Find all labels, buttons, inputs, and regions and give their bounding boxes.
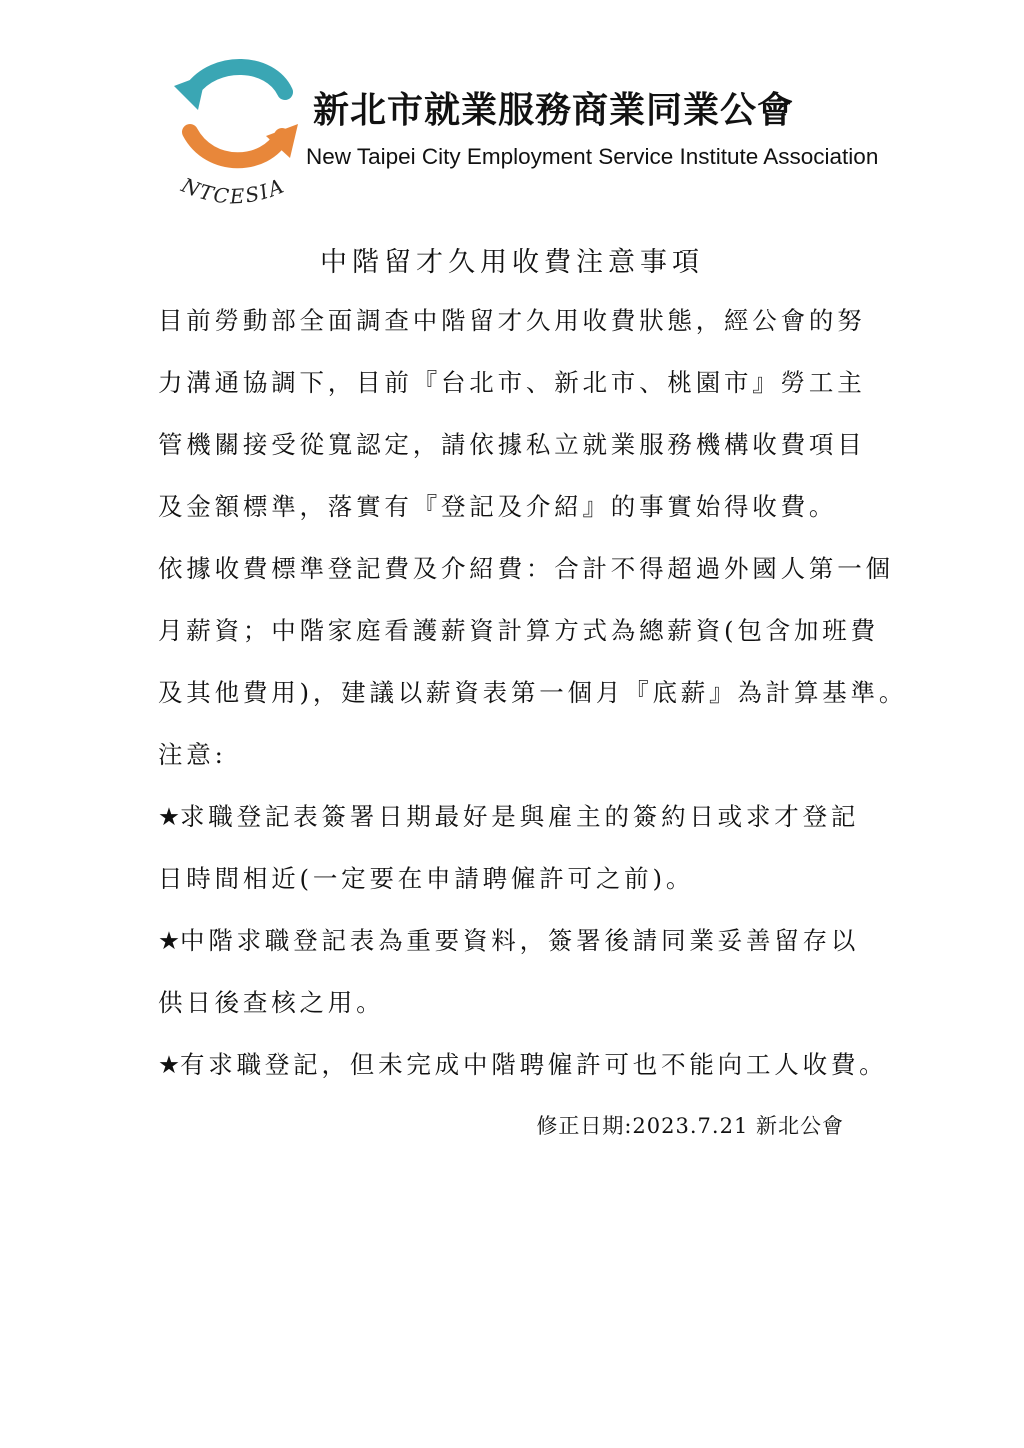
org-name-chinese: 新北市就業服務商業同業公會	[313, 90, 795, 131]
star-icon: ★	[158, 802, 180, 831]
note-text: 有求職登記，但未完成中階聘僱許可也不能向工人收費。	[179, 1050, 888, 1079]
note-item	[158, 925, 859, 957]
note-continuation: 日時間相近(一定要在申請聘僱許可之前)。	[158, 864, 695, 893]
body-line: 力溝通協調下，目前『台北市、新北市、桃園市』勞工主	[158, 368, 866, 397]
ntcesia-logo	[170, 50, 310, 220]
org-name-english: New Taipei City Employment Service Institute Association	[306, 144, 879, 169]
note-item	[158, 1049, 887, 1081]
note-text: 中階求職登記表為重要資料，簽署後請同業妥善留存以	[179, 926, 860, 955]
star-icon: ★	[158, 926, 180, 955]
body-line: 管機關接受從寬認定，請依據私立就業服務機構收費項目	[158, 430, 866, 459]
body-line: 依據收費標準登記費及介紹費：合計不得超過外國人第一個	[158, 554, 894, 583]
revision-date: 修正日期:2023.7.21 新北公會	[536, 1114, 844, 1138]
body-line: 及其他費用)，建議以薪資表第一個月『底薪』為計算基準。	[158, 678, 908, 707]
teal-arrowhead-icon	[174, 74, 206, 110]
note-item	[158, 801, 859, 833]
body-line: 及金額標準，落實有『登記及介紹』的事實始得收費。	[158, 492, 838, 521]
note-text: 求職登記表簽署日期最好是與雇主的簽約日或求才登記	[179, 802, 860, 831]
star-icon: ★	[158, 1050, 180, 1079]
body-line: 目前勞動部全面調查中階留才久用收費狀態，經公會的努	[158, 306, 866, 335]
notice-heading: 注意:	[158, 740, 227, 769]
letterhead	[170, 40, 879, 220]
teal-arrow-icon	[192, 67, 285, 92]
document-title: 中階留才久用收費注意事項	[320, 247, 704, 278]
note-continuation: 供日後查核之用。	[158, 988, 385, 1017]
logo-text: NTCESIA	[178, 172, 289, 209]
body-line: 月薪資；中階家庭看護薪資計算方式為總薪資(包含加班費	[158, 616, 879, 645]
